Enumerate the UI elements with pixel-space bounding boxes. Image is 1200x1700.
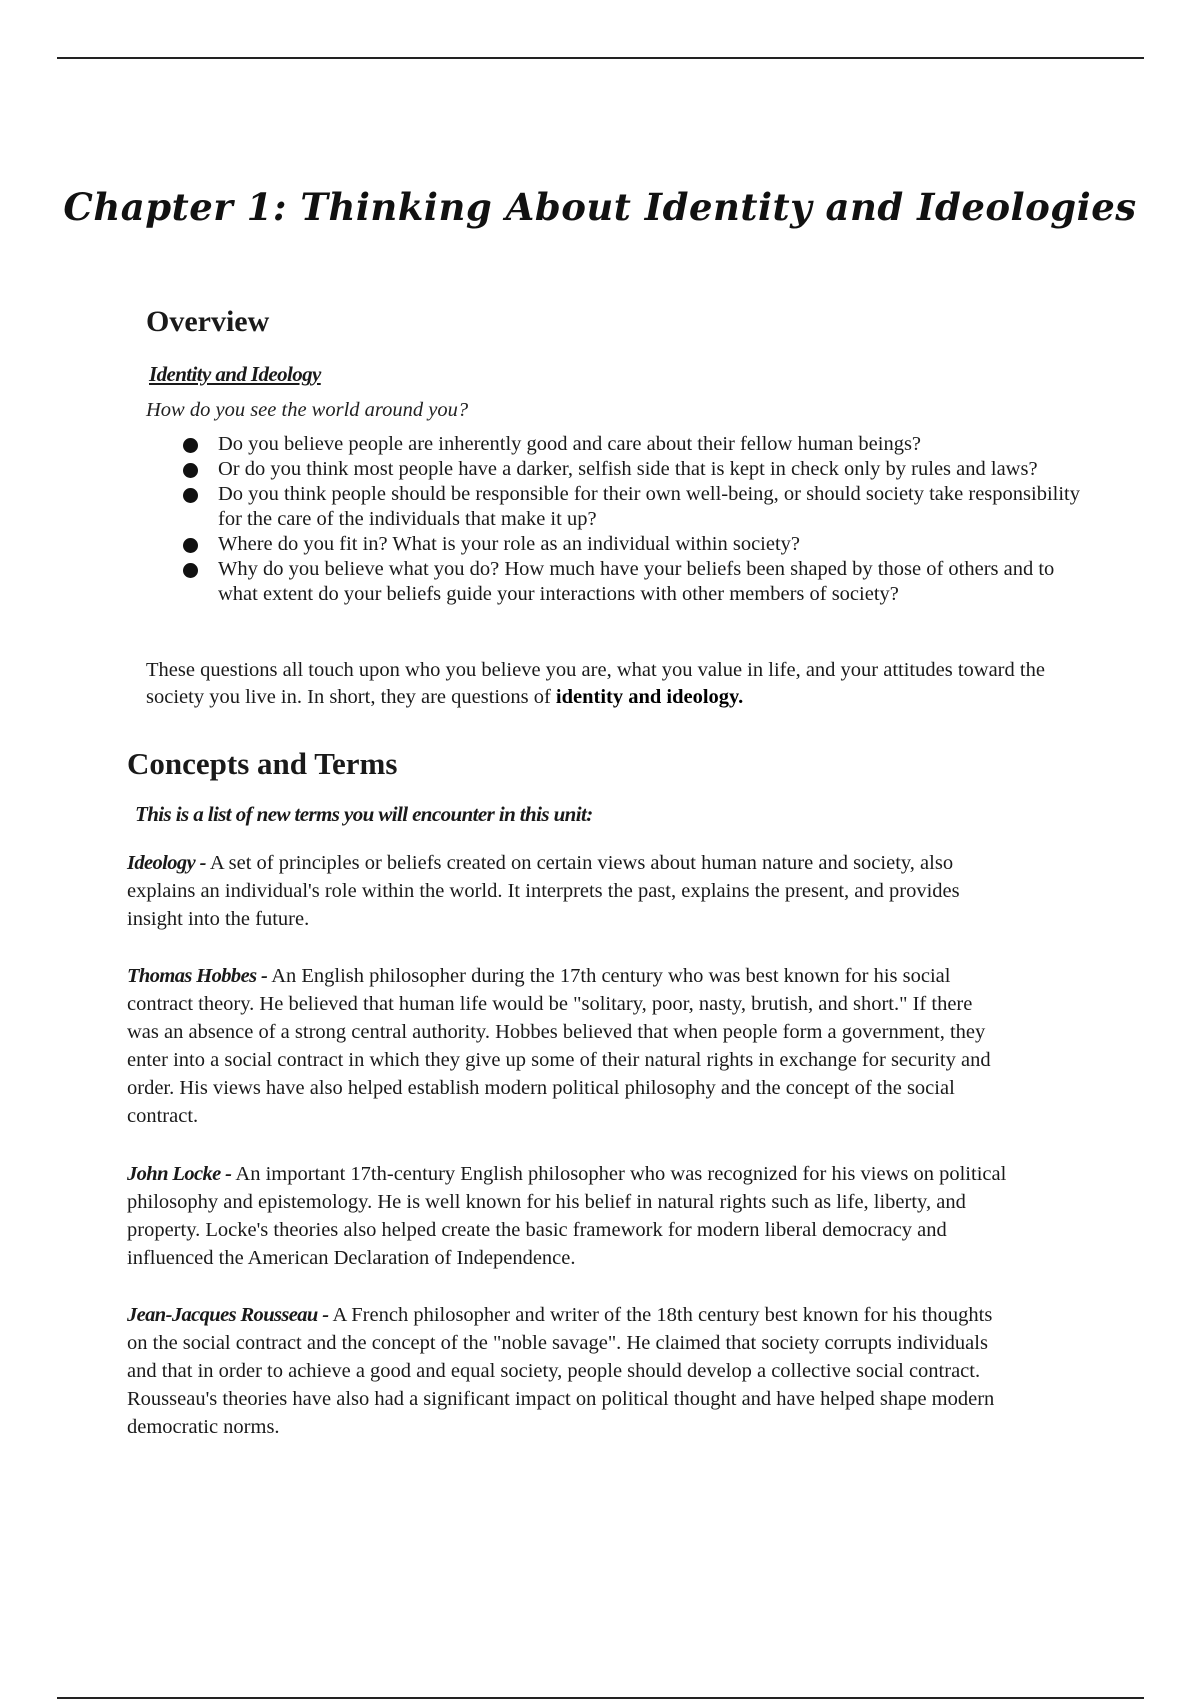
term-definition: A set of principles or beliefs created on certain views about human nature and society, also explains an individual's role within the world. It interprets the past, explains the present, and provides insight into the future. <box>127 852 960 930</box>
bullet-icon <box>183 538 198 553</box>
list-item <box>180 482 1080 532</box>
top-rule <box>57 57 1144 59</box>
list-item <box>180 557 1080 607</box>
term-entry-ideology <box>127 849 1007 933</box>
overview-question: How do you see the world around you? <box>146 399 469 421</box>
bullet-icon <box>183 563 198 578</box>
page-title: Chapter 1: Thinking About Identity and Ideologies <box>63 185 1137 229</box>
bullet-icon <box>183 488 198 503</box>
list-item-text: Do you believe people are inherently good and care about their fellow human beings? <box>218 433 922 455</box>
bullet-icon <box>183 463 198 478</box>
bottom-rule <box>57 1697 1144 1699</box>
term-name: John Locke - <box>127 1163 232 1185</box>
list-item <box>180 457 1080 482</box>
overview-summary <box>146 657 1106 711</box>
concepts-heading: Concepts and Terms <box>127 746 398 781</box>
term-name: Thomas Hobbes - <box>127 965 268 987</box>
term-definition: A French philosopher and writer of the 18th century best known for his thoughts on the social contract and the concept of the "noble savage". He claimed that society corrupts individuals and that in order to achieve a good and equal society, people should develop a collective social contract. Rousseau's theories have also had a significant impact on political thought and have helped shape modern democratic norms. <box>127 1304 995 1438</box>
term-name: Jean-Jacques Rousseau - <box>127 1304 329 1326</box>
term-definition: An English philosopher during the 17th century who was best known for his social contract theory. He believed that human life would be "solitary, poor, nasty, brutish, and short." If there was an absence of a strong central authority. Hobbes believed that when people form a government, they enter into a social contract in which they give up some of their natural rights in exchange for security and order. His views have also helped establish modern political philosophy and the concept of the social contract. <box>127 965 991 1127</box>
bullet-icon <box>183 438 198 453</box>
list-item <box>180 532 1080 557</box>
list-item-text: Where do you fit in? What is your role as an individual within society? <box>218 533 801 555</box>
list-item-text: Why do you believe what you do? How much have your beliefs been shaped by those of others and to what extent do your beliefs guide your interactions with other members of society? <box>218 558 1055 605</box>
list-item <box>180 432 1080 457</box>
term-name: Ideology - <box>127 852 206 874</box>
question-list <box>180 432 1080 607</box>
concepts-intro: This is a list of new terms you will encounter in this unit: <box>135 802 593 826</box>
term-entry-hobbes <box>127 962 1007 1130</box>
summary-text: These questions all touch upon who you believe you are, what you value in life, and your attitudes toward the society you live in. In short, they are questions of <box>146 659 1045 708</box>
term-definition: An important 17th-century English philosopher who was recognized for his views on political philosophy and epistemology. He is well known for his belief in natural rights such as life, liberty, and property. Locke's theories also helped create the basic framework for modern liberal democracy and influenced the American Declaration of Independence. <box>127 1163 1007 1269</box>
overview-subheading: Identity and Ideology <box>149 362 321 386</box>
term-entry-locke <box>127 1160 1007 1272</box>
summary-bold-text: identity and ideology. <box>555 686 744 708</box>
overview-heading: Overview <box>146 305 270 338</box>
list-item-text: Do you think people should be responsible for their own well-being, or should society take responsibility for the care of the individuals that make it up? <box>218 483 1080 530</box>
term-entry-rousseau <box>127 1301 1007 1441</box>
list-item-text: Or do you think most people have a darker, selfish side that is kept in check only by rules and laws? <box>218 458 1038 480</box>
